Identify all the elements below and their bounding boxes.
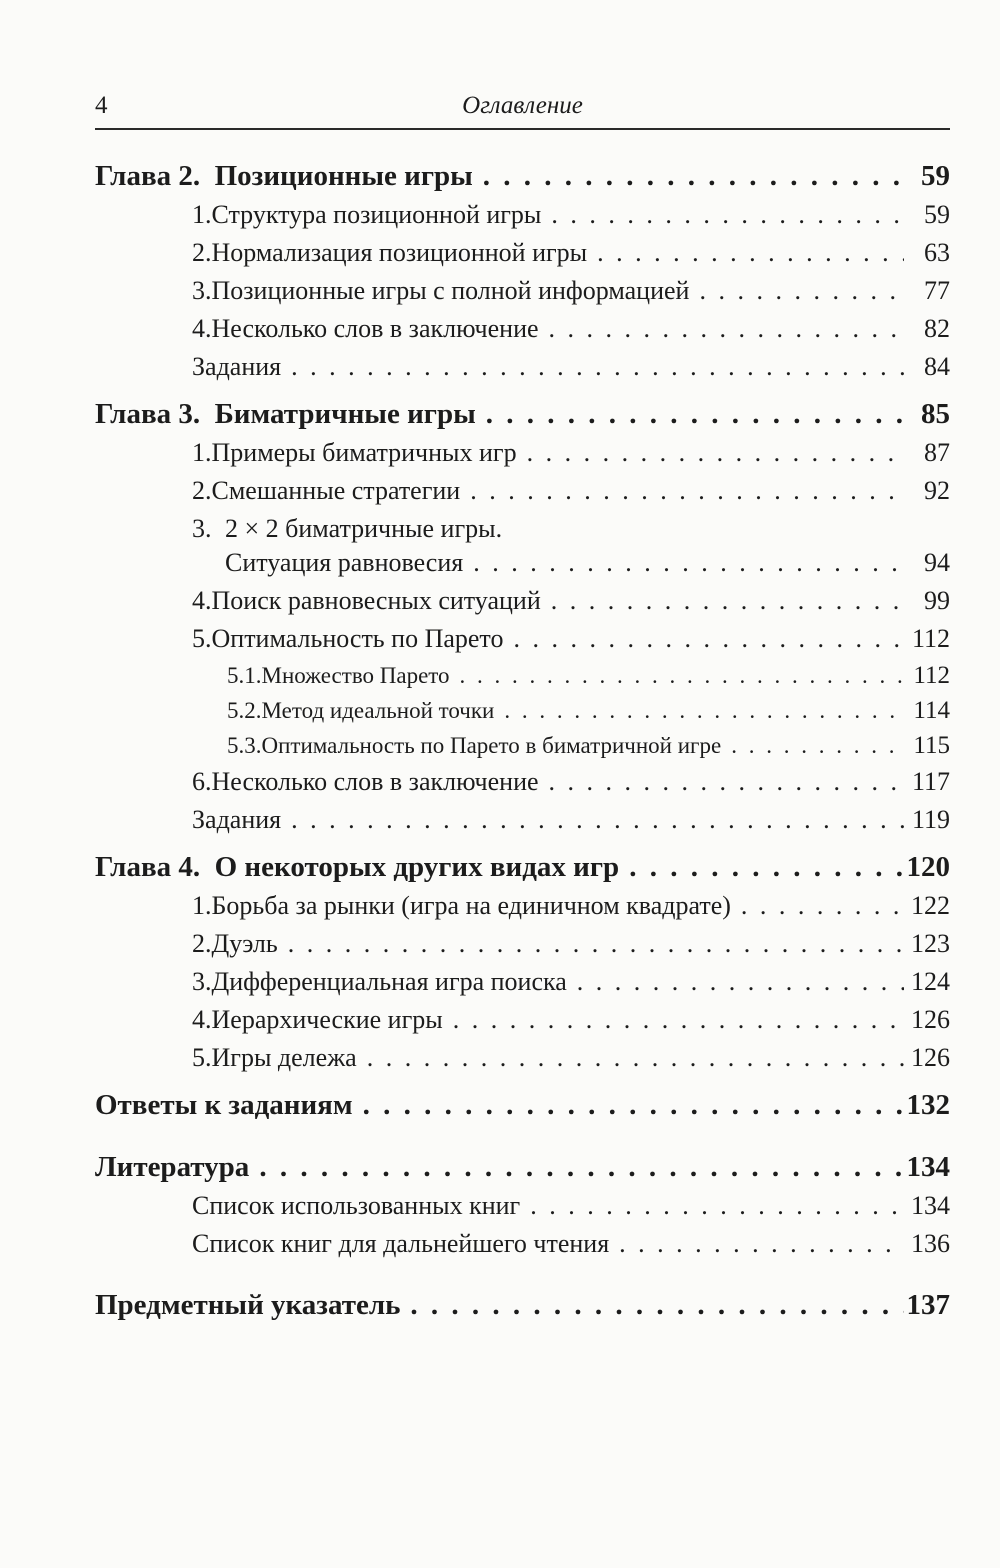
chapter-page: 59 [921,160,950,192]
dot-leader [517,438,904,468]
toc-answers[interactable] [95,1089,950,1129]
toc-item-exercises[interactable] [95,352,950,390]
item-page: 84 [924,352,950,381]
toc-item[interactable] [95,967,950,1005]
toc-item[interactable] [95,1191,950,1229]
item-title: Несколько слов в заключение [211,767,539,796]
dot-leader [539,767,904,797]
item-page: 92 [924,476,950,505]
item-title: Дуэль [211,929,278,958]
chapter-title: Позиционные игры [214,160,473,192]
dot-leader [494,698,904,724]
chapter-label: Глава 2. [95,160,201,192]
item-title: Иерархические игры [211,1005,443,1034]
running-head [95,88,950,130]
item-page: 87 [924,438,950,467]
item-page: 126 [911,1005,950,1034]
section-page: 134 [906,1151,950,1183]
item-page: 59 [924,200,950,229]
item-title: Список использованных книг [192,1191,521,1220]
item-page: 82 [924,314,950,343]
toc-chapter-4[interactable] [95,851,950,891]
toc-item-continuation[interactable] [95,548,950,586]
item-number: 5. [192,624,212,653]
dot-leader [541,200,904,230]
dot-leader [619,851,904,884]
toc-item[interactable] [95,929,950,967]
item-title: Смешанные стратегии [211,476,461,505]
item-number: 1. [192,891,212,920]
toc-item[interactable] [95,767,950,805]
item-title: Игры дележа [211,1043,357,1072]
dot-leader [473,160,904,193]
toc-item[interactable] [95,200,950,238]
subitem-page: 115 [913,732,950,759]
dot-leader [460,476,904,506]
item-page: 122 [911,891,950,920]
chapter-page: 85 [921,398,950,430]
item-number: 5. [192,1043,212,1072]
dot-leader [520,1191,904,1221]
chapter-title: О некоторых других видах игр [214,851,620,883]
dot-leader [443,1005,904,1035]
chapter-title: Биматричные игры [214,398,476,430]
toc-item[interactable] [95,276,950,314]
toc-subitem[interactable] [95,662,950,697]
item-number: 2. [192,476,212,505]
dot-leader [400,1289,904,1322]
item-number: 1. [192,200,212,229]
section-page: 137 [906,1289,950,1321]
toc-chapter-3[interactable] [95,398,950,438]
subitem-title: Множество Парето [261,663,450,688]
chapter-label: Глава 4. [95,851,201,883]
item-number: 4. [192,314,212,343]
item-title: Поиск равновесных ситуаций [211,586,541,615]
dot-leader [463,548,904,578]
dot-leader [249,1151,904,1184]
dot-leader [567,967,904,997]
item-number: 4. [192,1005,212,1034]
chapter-label: Глава 3. [95,398,201,430]
running-title: Оглавление [462,92,583,119]
subitem-page: 112 [913,662,950,689]
toc-item[interactable] [95,624,950,662]
toc-item[interactable] [95,586,950,624]
item-page: 134 [911,1191,950,1220]
item-page: 126 [911,1043,950,1072]
toc-item[interactable] [95,238,950,276]
item-page: 94 [924,548,950,577]
subitem-title: Метод идеальной точки [261,698,495,723]
item-page: 77 [924,276,950,305]
item-title: Задания [192,805,282,834]
dot-leader [587,238,904,268]
item-page: 112 [911,624,950,653]
dot-leader [450,663,904,689]
section-title: Ответы к заданиям [95,1089,353,1121]
toc-subitem[interactable] [95,697,950,732]
item-title: Оптимальность по Парето [211,624,504,653]
toc-item[interactable] [95,438,950,476]
item-page: 119 [911,805,950,834]
subitem-number: 5.1. [227,663,262,688]
section-title: Предметный указатель [95,1289,401,1321]
item-title: Нормализация позиционной игры [211,238,588,267]
page-number: 4 [95,92,108,119]
toc-item[interactable] [95,1005,950,1043]
dot-leader [281,805,904,835]
section-page: 132 [906,1089,950,1121]
toc-chapter-2[interactable] [95,160,950,200]
item-number: 3. [192,276,212,305]
toc-item[interactable] [95,891,950,929]
item-page: 117 [911,767,950,796]
table-of-contents [95,160,950,1329]
dot-leader [503,624,904,654]
dot-leader [721,733,904,759]
dot-leader [353,1089,904,1122]
toc-item[interactable] [95,514,950,548]
toc-item[interactable] [95,314,950,352]
item-title: Позиционные игры с полной информацией [211,276,690,305]
subitem-number: 5.3. [227,733,262,758]
item-page: 136 [911,1229,950,1258]
item-number: 1. [192,438,212,467]
subitem-title: Оптимальность по Парето в биматричной игре [261,733,722,758]
dot-leader [281,352,904,382]
subitem-number: 5.2. [227,698,262,723]
item-number: 4. [192,586,212,615]
toc-item[interactable] [95,476,950,514]
toc-literature[interactable] [95,1151,950,1191]
item-number: 3. [192,967,212,996]
toc-item[interactable] [95,1043,950,1081]
dot-leader [731,891,904,921]
dot-leader [541,586,904,616]
item-title: 2 × 2 биматричные игры. [225,514,503,543]
item-title: Примеры биматричных игр [211,438,517,467]
item-title: Задания [192,352,282,381]
item-title: Несколько слов в заключение [211,314,539,343]
dot-leader [278,929,904,959]
item-page: 124 [911,967,950,996]
item-number: 2. [192,238,212,267]
toc-item-exercises[interactable] [95,805,950,843]
toc-subject-index[interactable] [95,1289,950,1329]
dot-leader [357,1043,904,1073]
subitem-page: 114 [913,697,950,724]
toc-item[interactable] [95,1229,950,1267]
item-page: 63 [924,238,950,267]
item-page: 123 [911,929,950,958]
item-title: Список книг для дальнейшего чтения [192,1229,610,1258]
dot-leader [609,1229,904,1259]
chapter-page: 120 [906,851,950,883]
item-title: Борьба за рынки (игра на единичном квадрате) [211,891,731,920]
item-page: 99 [924,586,950,615]
item-number: 6. [192,767,212,796]
item-title: Структура позиционной игры [211,200,542,229]
item-title: Дифференциальная игра поиска [211,967,567,996]
item-number: 3. [192,514,212,543]
section-title: Литература [95,1151,250,1183]
item-number: 2. [192,929,212,958]
item-title-continuation: Ситуация равновесия [225,548,464,577]
toc-subitem[interactable] [95,732,950,767]
dot-leader [476,398,904,431]
dot-leader [539,314,904,344]
dot-leader [689,276,904,306]
